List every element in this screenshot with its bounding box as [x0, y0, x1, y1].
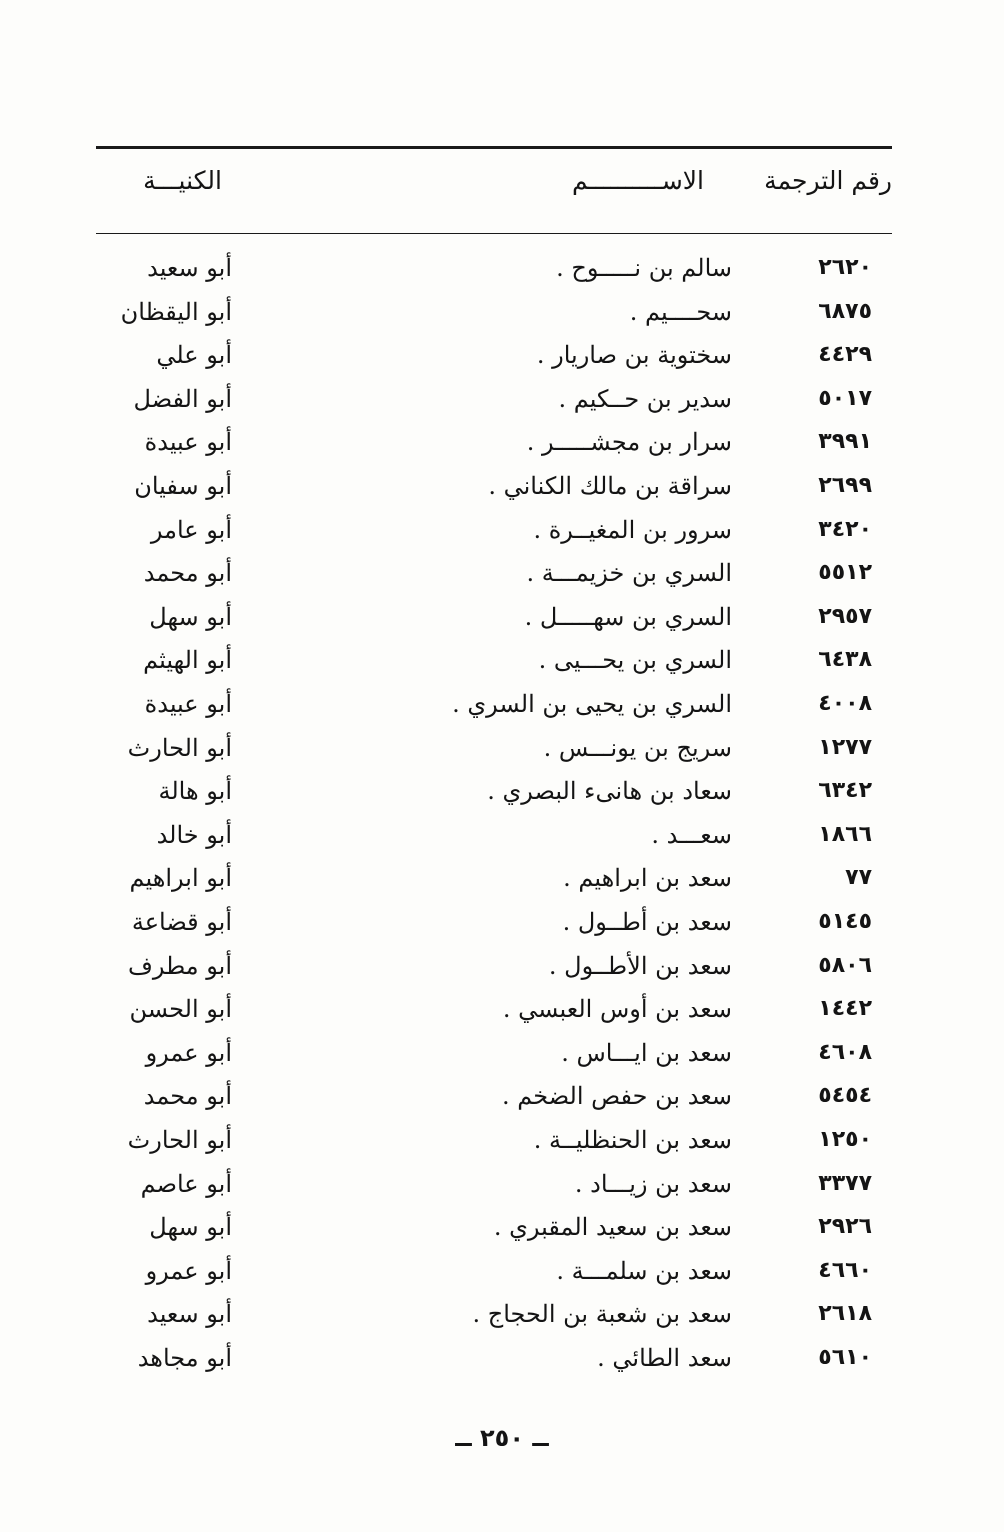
table-row	[0, 510, 1004, 550]
entry-number: ٦٣٤٢	[818, 778, 872, 804]
entry-number: ١٢٧٧	[818, 734, 872, 760]
entry-kunya: أبو عبيدة	[144, 428, 232, 457]
page-number: ــ ٢٥٠ ــ	[455, 1424, 549, 1452]
entry-number: ٢٦٩٩	[818, 473, 872, 498]
entry-number: ٥٥١٢	[818, 560, 872, 586]
entry-name: سريج بن يونـــس .	[543, 733, 732, 762]
table-row	[0, 422, 1004, 462]
table-row	[0, 902, 1004, 942]
entry-name: سعد بن حفص الضخم .	[501, 1082, 732, 1111]
entry-kunya: أبو علي	[156, 341, 232, 370]
table-row	[0, 335, 1004, 375]
table-row	[0, 248, 1004, 288]
entry-name: سختوية بن صاريار .	[536, 341, 732, 370]
entry-kunya: أبو الهيثم	[143, 646, 232, 675]
entry-kunya: أبو سفيان	[134, 472, 232, 500]
table-row	[0, 1338, 1004, 1378]
entry-number: ٤٠٠٨	[818, 691, 872, 716]
entry-number: ٥٠١٧	[818, 385, 872, 411]
table-row	[0, 684, 1004, 724]
entry-kunya: أبو عامر	[150, 515, 232, 544]
entry-number: ١٢٥٠	[818, 1127, 872, 1152]
entry-name: سعد الطائي .	[597, 1344, 732, 1372]
entry-number: ٢٦٢٠	[818, 255, 872, 280]
entries-list	[0, 248, 1004, 1398]
entry-kunya: أبو خالد	[156, 820, 232, 849]
entry-name: سرور بن المغيــرة .	[533, 515, 732, 544]
table-row	[0, 728, 1004, 768]
entry-name: سدير بن حــكيم .	[558, 384, 732, 413]
entry-kunya: أبو سهل	[149, 1213, 232, 1242]
entry-name: سعد بن سعيد المقبري .	[493, 1213, 732, 1242]
table-row	[0, 640, 1004, 680]
entry-kunya: أبو الحارث	[127, 1126, 232, 1154]
column-header-kunya: الكنيـــة	[143, 166, 222, 195]
entry-kunya: أبو عبيدة	[144, 690, 232, 718]
table-row	[0, 553, 1004, 593]
table-row	[0, 1251, 1004, 1291]
entry-number: ٦٨٧٥	[818, 298, 872, 324]
entry-number: ٦٤٣٨	[818, 647, 872, 673]
header-top-rule	[96, 146, 892, 149]
entry-name: سعاد بن هانىء البصري .	[487, 777, 732, 806]
entry-name: سالم بن نـــــوح .	[556, 254, 732, 282]
entry-kunya: أبو سهل	[149, 602, 232, 631]
entry-name: سراقة بن مالك الكناني .	[488, 472, 732, 500]
table-row	[0, 1033, 1004, 1073]
entry-number: ٣٣٧٧	[818, 1170, 872, 1196]
entry-number: ٤٦٠٨	[818, 1039, 872, 1065]
entry-name: سحــــيم .	[629, 297, 732, 326]
table-row	[0, 989, 1004, 1029]
entry-name: سعـــد .	[651, 820, 732, 849]
entry-kunya: أبو ابراهيم	[129, 864, 232, 893]
entry-name: سعد بن أطــول .	[562, 908, 732, 936]
entry-name: سعد بن ايـــاس .	[561, 1038, 732, 1067]
entry-number: ٥١٤٥	[818, 909, 872, 934]
entry-number: ٥٦١٠	[818, 1345, 872, 1370]
entry-name: سعد بن الحنظليــة .	[533, 1126, 732, 1154]
entry-name: السري بن خزيمـــة .	[526, 559, 732, 588]
entry-number: ٤٦٦٠	[818, 1257, 872, 1283]
entry-number: ٧٧	[845, 865, 872, 891]
entry-kunya: أبو اليقظان	[120, 297, 232, 326]
table-row	[0, 466, 1004, 506]
entry-number: ٥٤٥٤	[818, 1083, 872, 1109]
entry-number: ٤٤٢٩	[818, 342, 872, 368]
table-row	[0, 1164, 1004, 1204]
table-row	[0, 771, 1004, 811]
entry-number: ١٨٦٦	[818, 821, 872, 847]
entry-name: السري بن يحـــيى .	[538, 646, 732, 675]
entry-number: ٢٩٥٧	[818, 603, 872, 629]
table-row	[0, 292, 1004, 332]
entry-name: سعد بن أوس العبسي .	[502, 995, 732, 1024]
entry-name: سعد بن ابراهيم .	[563, 864, 732, 893]
entry-kunya: أبو سعيد	[147, 1300, 232, 1329]
entry-name: سعد بن الأطــول .	[548, 951, 732, 980]
table-row	[0, 597, 1004, 637]
entry-kunya: أبو الحارث	[127, 733, 232, 762]
entry-kunya: أبو الفضل	[133, 384, 232, 413]
entry-kunya: أبو عاصم	[140, 1169, 232, 1198]
entry-kunya: أبو مجاهد	[137, 1344, 232, 1372]
entry-kunya: أبو قضاعة	[131, 908, 232, 936]
column-header-number: رقم الترجمة	[764, 166, 892, 195]
table-row	[0, 379, 1004, 419]
entry-number: ٢٩٢٦	[818, 1214, 872, 1240]
entry-kunya: أبو هالة	[158, 777, 232, 806]
entry-kunya: أبو محمد	[143, 1082, 232, 1111]
table-row	[0, 1207, 1004, 1247]
entry-number: ٢٦١٨	[818, 1301, 872, 1327]
entry-name: السري بن سهـــــل .	[524, 602, 732, 631]
entry-kunya: أبو مطرف	[127, 951, 232, 980]
entry-kunya: أبو عمرو	[145, 1256, 232, 1285]
entry-name: سعد بن شعبة بن الحجاج .	[472, 1300, 732, 1329]
entry-kunya: أبو عمرو	[145, 1038, 232, 1067]
entry-kunya: أبو محمد	[143, 559, 232, 588]
header-bottom-rule	[96, 233, 892, 234]
entry-number: ١٤٤٢	[818, 996, 872, 1022]
entry-name: السري بن يحيى بن السري .	[452, 690, 732, 718]
table-row	[0, 1076, 1004, 1116]
table-row	[0, 858, 1004, 898]
entry-kunya: أبو الحسن	[129, 995, 232, 1024]
entry-kunya: أبو سعيد	[147, 254, 232, 282]
table-row	[0, 946, 1004, 986]
entry-number: ٥٨٠٦	[818, 952, 872, 978]
table-row	[0, 815, 1004, 855]
table-row	[0, 1120, 1004, 1160]
table-row	[0, 1294, 1004, 1334]
entry-name: سرار بن مجشـــــر .	[526, 428, 732, 457]
entry-name: سعد بن زيـــاد .	[574, 1169, 732, 1198]
column-header-name: الاســــــــــم	[571, 166, 704, 195]
entry-number: ٣٤٢٠	[818, 516, 872, 542]
entry-number: ٣٩٩١	[818, 429, 872, 455]
entry-name: سعد بن سلمـــة .	[556, 1256, 732, 1285]
